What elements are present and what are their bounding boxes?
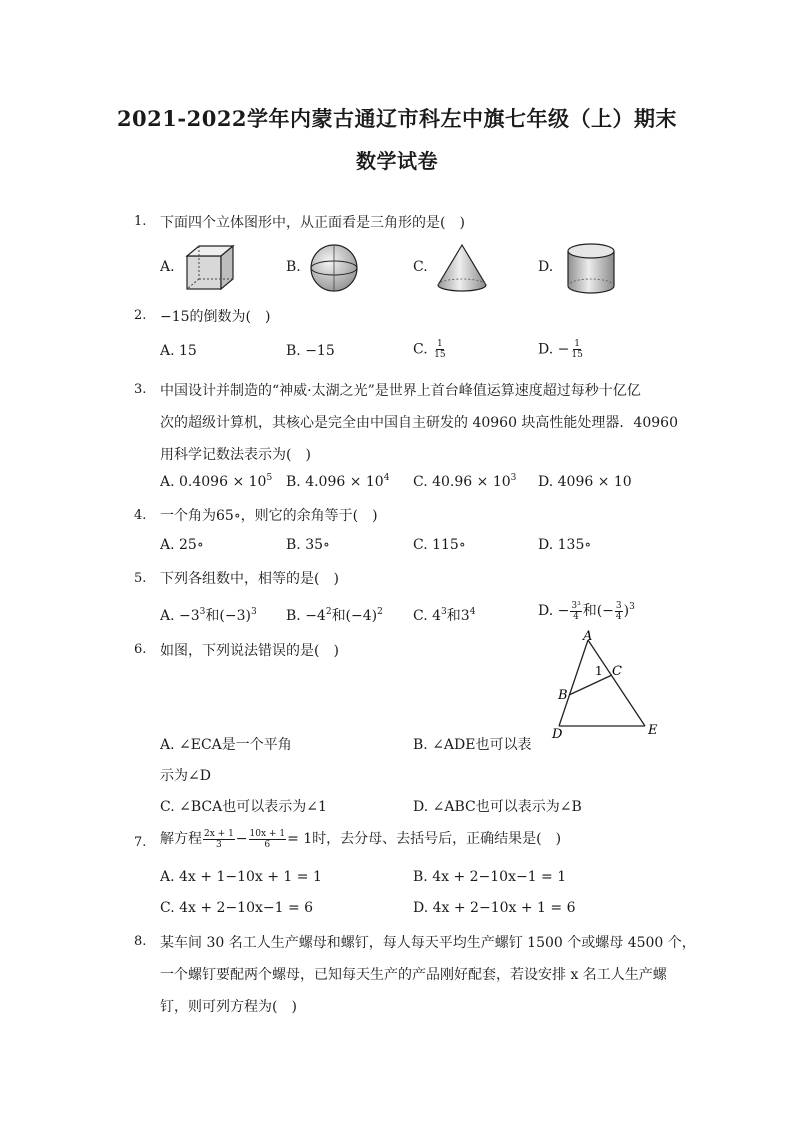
label-d: D [552, 727, 563, 740]
option-c[interactable] [413, 339, 448, 360]
option-d[interactable]: D. ∠ABC也可以表示为∠B [413, 799, 582, 815]
question-number: 2. [134, 308, 147, 323]
option-label: D. − [538, 341, 570, 358]
question-stem-line: 钉，则可列方程为( ) [160, 999, 297, 1015]
question-stem: 如图，下列说法错误的是( ) [160, 643, 339, 659]
question-stem: 下面四个立体图形中，从正面看是三角形的是( ) [160, 215, 465, 231]
option-a[interactable]: A. 4x + 1−10x + 1 = 1 [160, 869, 322, 885]
question-number: 4. [134, 508, 147, 523]
fraction: $\frac{10x + 1}{6}$ [249, 828, 286, 850]
option-a[interactable]: A. [160, 259, 175, 275]
option-d[interactable]: D. − $\frac{\text{3³}}{4}$ 和(− $\frac{3}{4}$ )$^3$ [538, 600, 635, 622]
fraction: $\frac{1}{15}$ [571, 339, 583, 360]
fraction: $\frac{1}{15}$ [434, 339, 446, 360]
option-b[interactable]: B. $-4^2$和$(-4)^2$ [286, 607, 383, 624]
question-number: 7. [134, 835, 147, 850]
sphere-icon [308, 243, 360, 293]
option-b-continued: 示为∠D [160, 768, 211, 784]
label-a: A [583, 629, 593, 644]
option-c[interactable]: C. $4^3$和$3^4$ [413, 607, 476, 624]
option-b[interactable]: B. −15 [286, 343, 335, 359]
cylinder-icon [565, 242, 617, 296]
question-number: 5. [134, 571, 147, 586]
option-c[interactable]: C. 4x + 2−10x−1 = 6 [160, 900, 314, 916]
option-b[interactable]: B. 35∘ [286, 537, 330, 553]
option-label: C. [413, 341, 428, 358]
option-b[interactable]: B. [286, 259, 301, 275]
option-d[interactable] [538, 339, 585, 360]
question-number: 3. [134, 382, 147, 397]
label-c: C [612, 664, 622, 679]
question-stem-line: 次的超级计算机，其核心是完全由中国自主研发的 40960 块高性能处理器．40960 [160, 415, 678, 431]
question-stem: −15的倒数为( ) [160, 309, 271, 325]
label-e: E [648, 723, 658, 738]
question-stem: 下列各组数中，相等的是( ) [160, 571, 339, 587]
option-a[interactable]: A. $-3^3$和$(-3)^3$ [160, 607, 257, 624]
question-number: 6. [134, 642, 147, 657]
label-angle-1: 1 [595, 664, 603, 678]
option-a[interactable]: A. ∠ECA是一个平角 [160, 737, 292, 753]
cube-icon [184, 244, 236, 292]
option-a[interactable]: A. $0.4096 \times 10^5$ [160, 473, 273, 490]
option-c[interactable]: C. $40.96 \times 10^3$ [413, 473, 517, 490]
page-title: 2021-2022学年内蒙古通辽市科左中旗七年级（上）期末 [116, 106, 678, 131]
triangle-figure [545, 628, 670, 740]
option-d[interactable]: D. 4096 × 10 [538, 474, 632, 490]
option-d[interactable]: D. [538, 259, 554, 275]
option-a[interactable]: A. 15 [160, 343, 197, 359]
fraction: $\frac{2x + 1}{3}$ [204, 828, 234, 850]
cone-icon [434, 242, 490, 294]
question-stem: 解方程 $\frac{2x + 1}{3}$ − $\frac{10x + 1}{6}$ = 1时，去分母、去括号后，正确结果是( ) [160, 828, 562, 850]
question-stem-line: 一个螺钉要配两个螺母，已知每天生产的产品刚好配套，若设安排 x 名工人生产螺 [160, 967, 667, 983]
question-stem-line: 某车间 30 名工人生产螺母和螺钉，每人每天平均生产螺钉 1500 个或螺母 4500 个， [160, 935, 696, 951]
question-number: 8. [134, 934, 147, 949]
option-c[interactable]: C. 115∘ [413, 537, 466, 553]
option-c[interactable]: C. [413, 259, 428, 275]
label-b: B [558, 688, 568, 703]
question-number: 1. [134, 214, 147, 229]
option-b[interactable]: B. 4x + 2−10x−1 = 1 [413, 869, 567, 885]
option-b[interactable]: B. ∠ADE也可以表 [413, 737, 532, 753]
question-stem-line: 中国设计并制造的“神威·太湖之光”是世界上首台峰值运算速度超过每秒十亿亿 [160, 383, 641, 399]
page-subtitle: 数学试卷 [356, 149, 438, 173]
option-d[interactable]: D. 4x + 2−10x + 1 = 6 [413, 900, 576, 916]
option-d[interactable]: D. 135∘ [538, 537, 592, 553]
question-stem: 一个角为65∘，则它的余角等于( ) [160, 508, 378, 524]
question-stem-line: 用科学记数法表示为( ) [160, 447, 311, 463]
option-b[interactable]: B. $4.096 \times 10^4$ [286, 473, 390, 490]
option-c[interactable]: C. ∠BCA也可以表示为∠1 [160, 799, 327, 815]
option-a[interactable]: A. 25∘ [160, 537, 204, 553]
